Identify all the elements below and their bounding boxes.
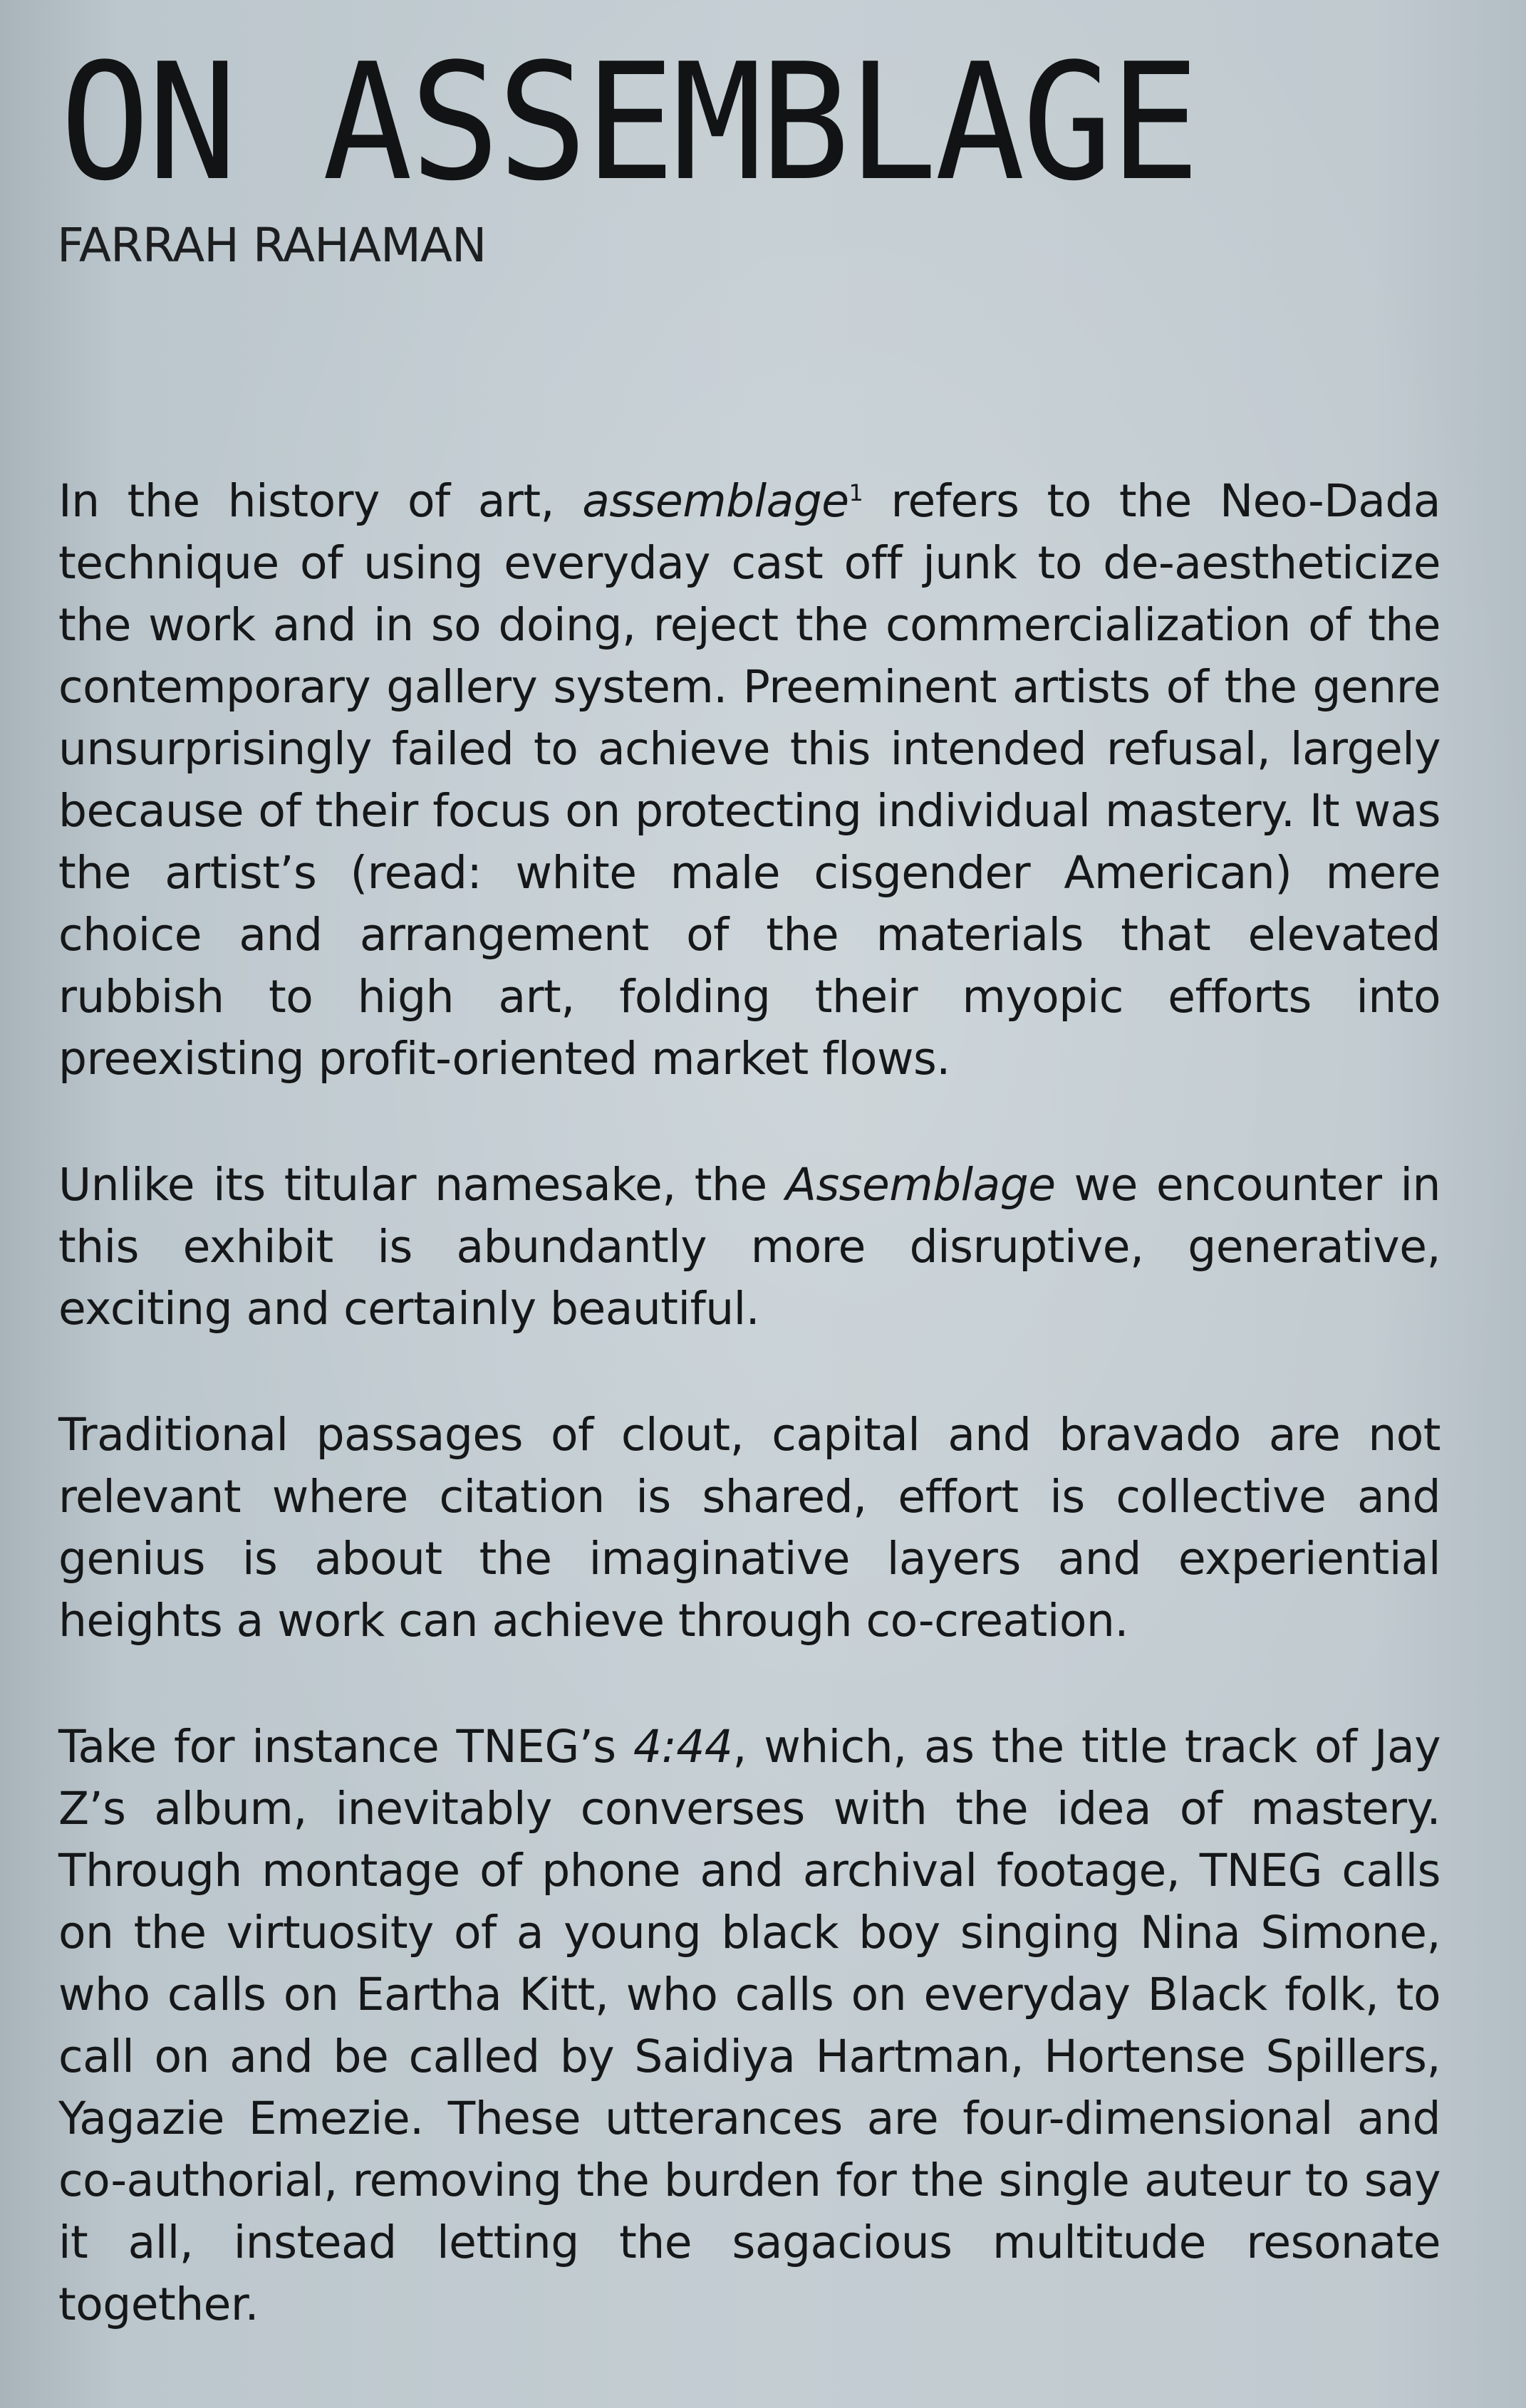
article-body: [58, 470, 1441, 2399]
paragraph-2-intro: Unlike its titular namesake, the: [58, 1159, 786, 1211]
term-assemblage: assemblage: [582, 475, 849, 527]
paragraph-4-rest: , which, as the title track of Jay Z’s album, inevitably converses with the idea of mastery. Through montage of phone and archival footage, TNEG calls on the virtuosity of a young black boy singing Nina Simone, who calls on Eartha Kitt, who calls on everyday Black folk, to call on and be called by Saidiya Hartman, Hortense Spillers, Yagazie Emezie. These utterances are four-dimensional and co-authorial, removing the burden for the single auteur to say it all, instead letting the sagacious multitude resonate together.: [58, 1721, 1441, 2330]
author-name: FARRAH RAHAMAN: [57, 218, 487, 273]
paragraph-4-intro: Take for instance TNEG’s: [58, 1721, 633, 1773]
paragraph-1: [58, 470, 1441, 1090]
term-exhibit-title: Assemblage: [785, 1159, 1056, 1211]
term-artwork-title: 4:44: [633, 1721, 733, 1773]
paragraph-3: Traditional passages of clout, capital and bravado are not relevant where citation is shared, effort is collective and genius is about the imaginative layers and experiential heights a work can achieve through co-creation.: [58, 1409, 1441, 1647]
footnote-marker: 1: [848, 479, 863, 506]
paragraph-1-intro: In the history of art,: [58, 475, 583, 527]
paragraph-2-rest: we encounter in this exhibit is abundantly more disruptive, generative, exciting and certainly beautiful.: [58, 1159, 1441, 1335]
paragraph-4: [58, 1716, 1441, 2335]
paragraph-1-rest: refers to the Neo-Dada technique of using everyday cast off junk to de-aestheticize the work and in so doing, reject the commercialization of the contemporary gallery system. Preeminent artists of the genre unsurprisingly failed to achieve this intended refusal, largely because of their focus on protecting individual mastery. It was the artist’s (read: white male cisgender American) mere choice and arrangement of the materials that elevated rubbish to high art, folding their myopic efforts into preexisting profit-oriented market flows.: [58, 475, 1441, 1085]
page-title: ON ASSEMBLAGE: [60, 29, 1198, 217]
paragraph-2: [58, 1154, 1441, 1340]
